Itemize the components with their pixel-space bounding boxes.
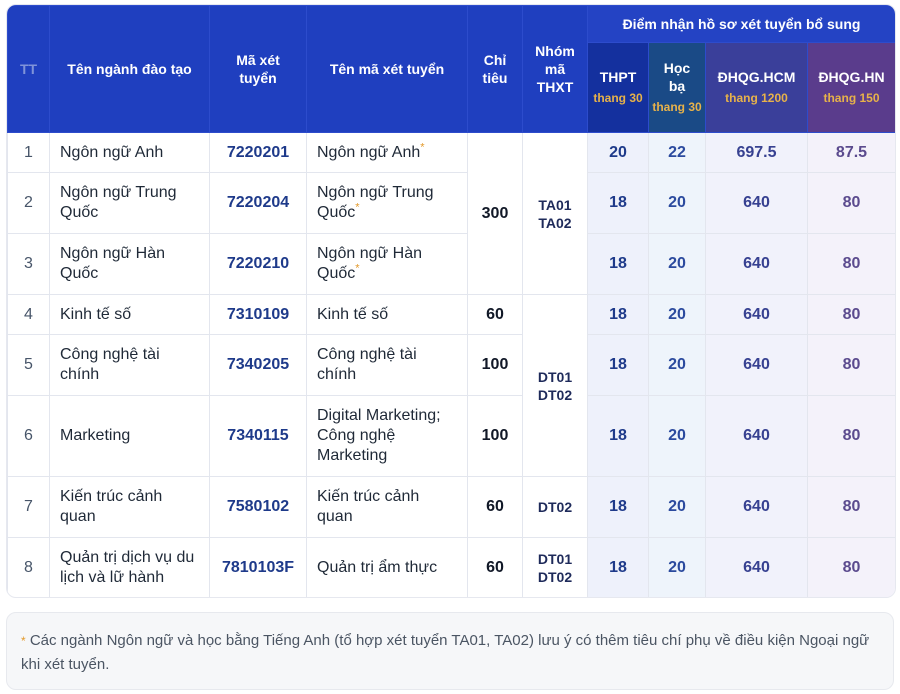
row-cname [307, 173, 468, 234]
row-cname: Kinh tế số [307, 295, 468, 335]
header-hcm-scale: thang 1200 [725, 91, 788, 105]
row-cname-text: Ngôn ngữ Anh [317, 143, 421, 161]
quota-cell: 60 [468, 295, 523, 335]
row-name: Kiến trúc cảnh quan [50, 477, 210, 538]
table-row [8, 396, 896, 477]
score-dhqg-hn: 80 [808, 335, 896, 396]
header-chi-l1: Chỉ [483, 52, 507, 68]
score-hoc-ba: 20 [649, 538, 706, 599]
row-tt: 4 [8, 295, 50, 335]
header-hocba-l2: bạ [668, 78, 686, 94]
score-thpt: 18 [588, 173, 649, 234]
row-name: Quản trị dịch vụ du lịch và lữ hành [50, 538, 210, 599]
score-dhqg-hn: 80 [808, 295, 896, 335]
header-score-group: Điểm nhận hồ sơ xét tuyển bổ sung [588, 6, 896, 43]
header-ten-ma: Tên mã xét tuyển [307, 6, 468, 133]
header-hn-label: ĐHQG.HN [818, 69, 885, 85]
group-cell [523, 133, 588, 295]
header-thpt-scale: thang 30 [593, 91, 643, 105]
header-ma-l2: tuyển [239, 70, 277, 86]
row-name: Ngôn ngữ Anh [50, 133, 210, 173]
score-dhqg-hcm: 697.5 [706, 133, 808, 173]
score-dhqg-hcm: 640 [706, 538, 808, 599]
score-dhqg-hn: 80 [808, 396, 896, 477]
row-name: Ngôn ngữ Trung Quốc [50, 173, 210, 234]
header-ma-l1: Mã xét [236, 52, 280, 68]
header-dhqg-hn [808, 43, 896, 133]
table-row [8, 538, 896, 599]
score-thpt: 18 [588, 295, 649, 335]
row-cname-text: Ngôn ngữ Hàn Quốc [317, 245, 422, 282]
header-ma-xet-tuyen [210, 6, 307, 133]
row-name: Công nghệ tài chính [50, 335, 210, 396]
header-ten-nganh: Tên ngành đào tạo [50, 6, 210, 133]
score-hoc-ba: 20 [649, 477, 706, 538]
row-code: 7220210 [210, 234, 307, 295]
quota-cell: 60 [468, 538, 523, 599]
footnote-asterisk: * [21, 634, 26, 648]
score-hoc-ba: 20 [649, 234, 706, 295]
header-hocba-scale: thang 30 [652, 100, 702, 114]
table-row [8, 295, 896, 335]
score-thpt: 20 [588, 133, 649, 173]
score-hoc-ba: 20 [649, 396, 706, 477]
row-tt: 3 [8, 234, 50, 295]
quota-cell: 100 [468, 335, 523, 396]
row-cname [307, 133, 468, 173]
score-thpt: 18 [588, 335, 649, 396]
score-dhqg-hcm: 640 [706, 396, 808, 477]
score-thpt: 18 [588, 234, 649, 295]
row-code: 7220201 [210, 133, 307, 173]
asterisk-marker: * [355, 201, 360, 214]
group-code: TA02 [538, 214, 572, 231]
admission-table-card [6, 4, 896, 598]
row-name: Kinh tế số [50, 295, 210, 335]
row-cname: Digital Marketing; Công nghệ Marketing [307, 396, 468, 477]
group-code: DT02 [537, 386, 573, 403]
score-dhqg-hn: 80 [808, 234, 896, 295]
header-hoc-ba [649, 43, 706, 133]
header-nhom-l3: THXT [536, 79, 574, 95]
header-hcm-label: ĐHQG.HCM [717, 69, 796, 85]
group-cell [523, 538, 588, 599]
group-code: DT01 [537, 368, 573, 385]
quota-cell: 300 [468, 133, 523, 295]
row-tt: 6 [8, 396, 50, 477]
row-name: Marketing [50, 396, 210, 477]
table-row [8, 335, 896, 396]
footnote-box [6, 612, 894, 690]
row-tt: 5 [8, 335, 50, 396]
table-row [8, 234, 896, 295]
group-code: DT01 [537, 551, 573, 567]
score-dhqg-hcm: 640 [706, 234, 808, 295]
header-nhom-l1: Nhóm [535, 43, 575, 59]
score-dhqg-hcm: 640 [706, 295, 808, 335]
row-code: 7310109 [210, 295, 307, 335]
score-thpt: 18 [588, 477, 649, 538]
header-thpt-label: THPT [599, 69, 637, 85]
header-chi-l2: tiêu [482, 70, 508, 86]
asterisk-marker: * [420, 141, 425, 154]
admission-table [7, 5, 896, 598]
header-tt: TT [8, 6, 50, 133]
score-dhqg-hn: 80 [808, 173, 896, 234]
header-nhom [523, 6, 588, 133]
quota-cell: 60 [468, 477, 523, 538]
quota-cell: 100 [468, 396, 523, 477]
score-thpt: 18 [588, 538, 649, 599]
row-cname: Quản trị ẩm thực [307, 538, 468, 599]
asterisk-marker: * [355, 262, 360, 275]
score-thpt: 18 [588, 396, 649, 477]
table-row [8, 133, 896, 173]
row-cname [307, 234, 468, 295]
row-cname: Kiến trúc cảnh quan [307, 477, 468, 538]
score-dhqg-hn: 80 [808, 477, 896, 538]
footnote-text: Các ngành Ngôn ngữ và học bằng Tiếng Anh (tổ hợp xét tuyển TA01, TA02) lưu ý có thêm tiêu chí phụ về điều kiện Ngoại ngữ khi xét tuyển. [21, 632, 870, 673]
score-dhqg-hcm: 640 [706, 335, 808, 396]
row-tt: 8 [8, 538, 50, 599]
group-code: TA01 [538, 196, 572, 213]
row-name: Ngôn ngữ Hàn Quốc [50, 234, 210, 295]
row-code: 7340115 [210, 396, 307, 477]
group-cell: DT02 [523, 477, 588, 538]
group-cell [523, 295, 588, 477]
header-hn-scale: thang 150 [823, 91, 880, 105]
header-thpt [588, 43, 649, 133]
row-tt: 7 [8, 477, 50, 538]
row-code: 7810103F [210, 538, 307, 599]
score-hoc-ba: 22 [649, 133, 706, 173]
header-nhom-l2: mã [544, 61, 566, 77]
score-dhqg-hcm: 640 [706, 173, 808, 234]
score-dhqg-hn: 87.5 [808, 133, 896, 173]
score-dhqg-hn: 80 [808, 538, 896, 599]
row-cname: Công nghệ tài chính [307, 335, 468, 396]
header-dhqg-hcm [706, 43, 808, 133]
score-dhqg-hcm: 640 [706, 477, 808, 538]
row-code: 7340205 [210, 335, 307, 396]
table-row [8, 173, 896, 234]
table-row [8, 477, 896, 538]
header-chi-tieu [468, 6, 523, 133]
group-code: DT02 [537, 569, 573, 585]
row-tt: 2 [8, 173, 50, 234]
row-tt: 1 [8, 133, 50, 173]
score-hoc-ba: 20 [649, 173, 706, 234]
score-hoc-ba: 20 [649, 335, 706, 396]
row-code: 7220204 [210, 173, 307, 234]
row-cname-text: Ngôn ngữ Trung Quốc [317, 184, 434, 221]
score-hoc-ba: 20 [649, 295, 706, 335]
row-code: 7580102 [210, 477, 307, 538]
header-hocba-l1: Học [663, 60, 691, 76]
